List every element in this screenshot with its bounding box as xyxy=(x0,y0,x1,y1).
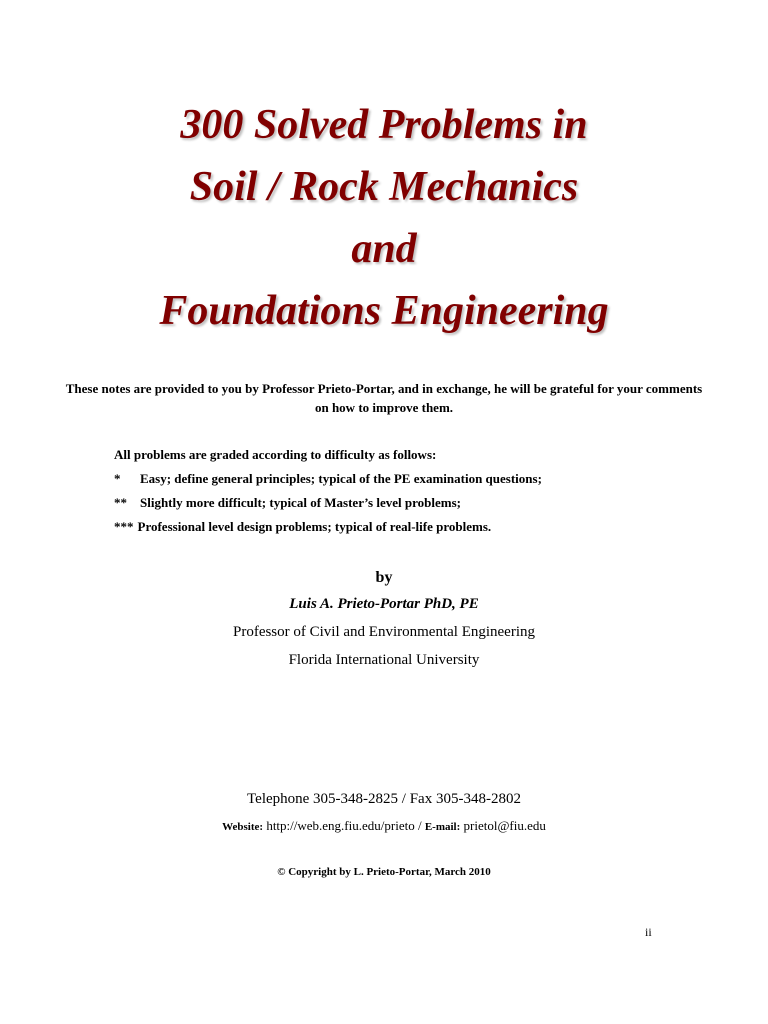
copyright-notice: © Copyright by L. Prieto-Portar, March 2010 xyxy=(277,866,491,878)
email-label: E-mail: xyxy=(424,821,461,833)
by-label: by xyxy=(375,569,393,586)
phone-fax-line: Telephone 305-348-2825 / Fax 305-348-2802 xyxy=(247,791,521,807)
document-title xyxy=(0,94,768,342)
title-line-1: 300 Solved Problems in xyxy=(180,102,588,148)
grading-heading: All problems are graded according to difficulty as follows: xyxy=(114,447,437,462)
grading-item-easy xyxy=(114,470,542,494)
intro-paragraph: These notes are provided to you by Professor Prieto-Portar, and in exchange, he will be grateful for your comments on how to improve them. xyxy=(65,381,703,415)
website-link[interactable]: http://web.eng.fiu.edu/prieto / xyxy=(266,818,422,833)
difficulty-text: Easy; define general principles; typical of the PE examination questions; xyxy=(140,471,542,486)
website-email-line xyxy=(0,818,768,834)
difficulty-text: Slightly more difficult; typical of Master’s level problems; xyxy=(140,495,461,510)
difficulty-text: Professional level design problems; typical of real-life problems. xyxy=(137,519,492,534)
title-line-3: and xyxy=(351,226,417,272)
grading-section xyxy=(114,446,542,542)
title-line-2: Soil / Rock Mechanics xyxy=(189,164,579,210)
email-link[interactable]: prietol@fiu.edu xyxy=(463,818,546,833)
difficulty-mark: *** xyxy=(114,519,134,534)
title-line-4: Foundations Engineering xyxy=(159,288,609,334)
difficulty-mark: * xyxy=(114,471,121,486)
grading-item-professional xyxy=(114,518,542,542)
grading-item-moderate xyxy=(114,494,542,518)
author-name: Luis A. Prieto-Portar PhD, PE xyxy=(289,596,479,612)
difficulty-mark: ** xyxy=(114,495,127,510)
website-label: Website: xyxy=(222,821,264,833)
author-title: Professor of Civil and Environmental Engineering xyxy=(232,624,536,640)
page-number: ii xyxy=(645,925,652,939)
author-university: Florida International University xyxy=(288,652,480,668)
